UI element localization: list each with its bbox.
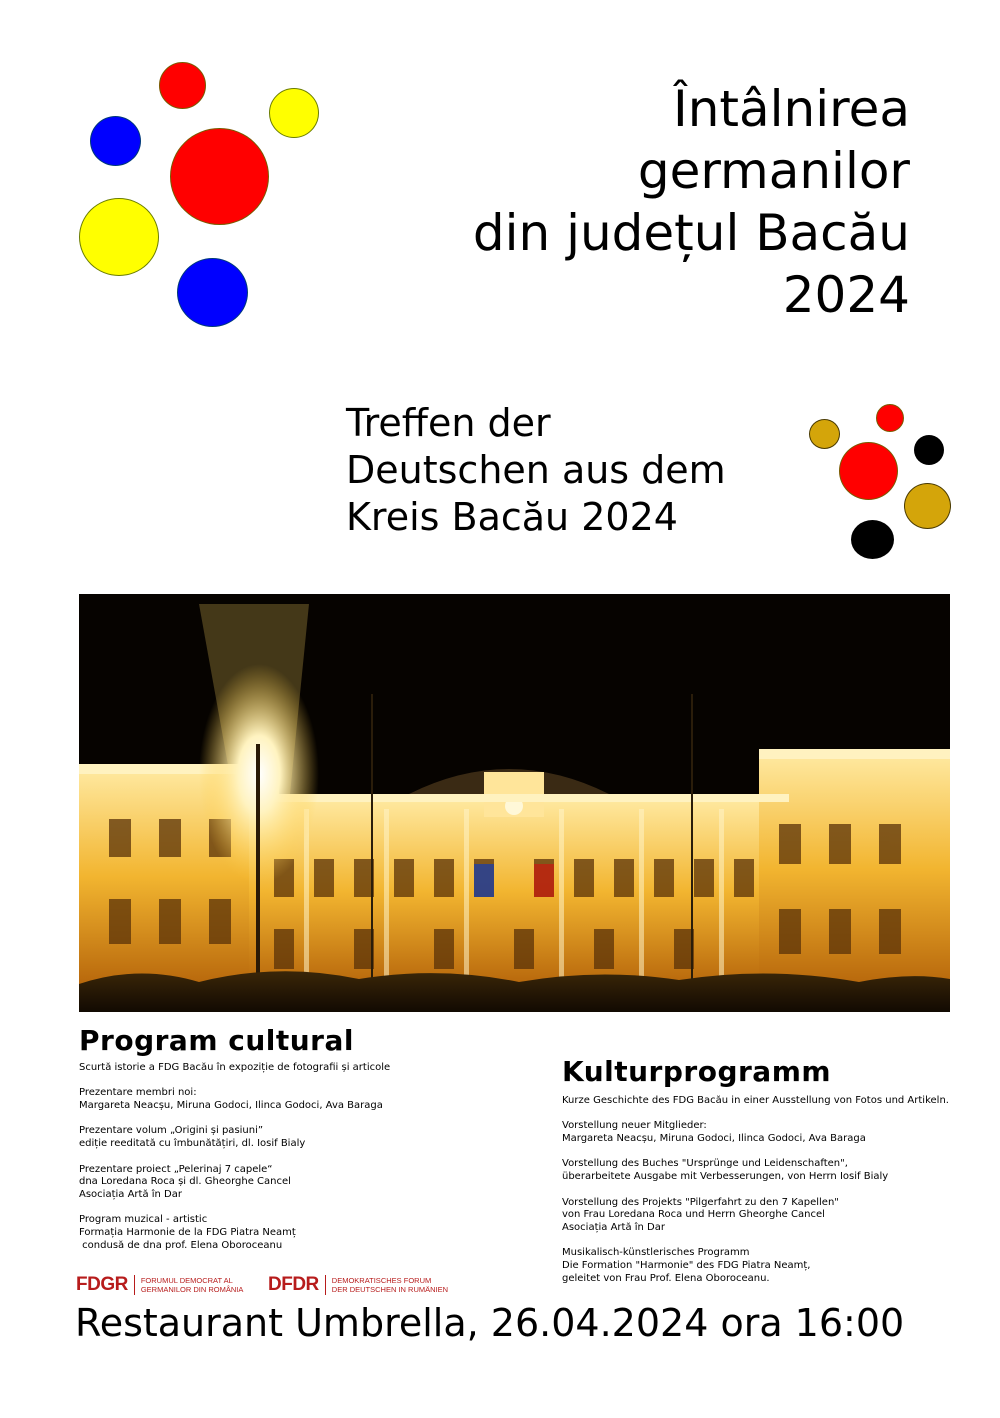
title-ro-line: Întâlnirea: [672, 80, 910, 138]
program-ro-line: Margareta Neacșu, Miruna Godoci, Ilinca Godoci, Ava Baraga: [79, 1100, 383, 1112]
fdgr-logo-text: [141, 1276, 244, 1294]
title-de-line: Treffen der: [346, 401, 551, 445]
red-dot-large: [170, 128, 269, 225]
fdgr-logo-text-line: FORUMUL DEMOCRAT AL: [140, 1276, 233, 1285]
program-ro-item: [79, 1164, 519, 1202]
title-de-line: Kreis Bacău 2024: [346, 495, 678, 539]
program-ro-line: Prezentare proiect „Pelerinaj 7 capele“: [79, 1163, 273, 1175]
black-dot-large: [851, 520, 894, 559]
fdgr-logo-mark: FDGR: [76, 1274, 128, 1295]
program-de-heading: Kulturprogramm: [562, 1055, 832, 1088]
event-venue-date: Restaurant Umbrella, 26.04.2024 ora 16:00: [75, 1301, 905, 1345]
dfdr-logo-text-line: DEMOKRATISCHES FORUM: [331, 1276, 432, 1285]
dfdr-logo-mark: DFDR: [268, 1274, 319, 1295]
title-romanian: [310, 78, 910, 326]
program-german: [562, 1055, 982, 1298]
program-de-item: [562, 1158, 982, 1183]
red-dot-large: [839, 442, 898, 500]
program-de-line: Kurze Geschichte des FDG Bacău in einer Ausstellung von Fotos und Artikeln.: [562, 1095, 949, 1106]
program-ro-item: [79, 1062, 519, 1075]
title-ro-line: 2024: [782, 266, 910, 324]
program-ro-line: ediție reeditată cu îmbunătățiri, dl. Iosif Bialy: [79, 1138, 306, 1150]
program-de-line: Margareta Neacșu, Miruna Godoci, Ilinca Godoci, Ava Baraga: [562, 1133, 866, 1145]
program-ro-item: [79, 1087, 519, 1112]
program-ro-line: dna Loredana Roca și dl. Gheorghe Cancel: [79, 1176, 291, 1188]
red-dot: [159, 62, 206, 109]
program-de-item: [562, 1095, 982, 1108]
german-dots-decoration: [800, 395, 960, 565]
program-de-line: geleitet von Frau Prof. Elena Oboroceanu.: [562, 1272, 770, 1284]
program-de-line: überarbeitete Ausgabe mit Verbesserungen, von Herrn Iosif Bialy: [562, 1171, 889, 1183]
program-ro-line: Program muzical - artistic: [79, 1214, 208, 1226]
program-de-item: [562, 1197, 982, 1235]
gold-dot-large: [904, 483, 951, 529]
program-de-line: Asociația Artă în Dar: [562, 1221, 665, 1233]
program-ro-line: condusă de dna prof. Elena Oboroceanu: [79, 1239, 283, 1251]
program-ro-item: [79, 1125, 519, 1150]
program-de-line: Vorstellung des Projekts "Pilgerfahrt zu den 7 Kapellen": [562, 1196, 839, 1208]
program-de-line: Musikalisch-künstlerisches Programm: [562, 1247, 750, 1259]
romanian-dots-decoration: [0, 0, 340, 340]
gold-dot: [809, 419, 840, 449]
program-de-item: [562, 1247, 982, 1285]
program-de-item: [562, 1120, 982, 1145]
black-dot: [914, 435, 944, 465]
logo-divider: [134, 1275, 135, 1295]
red-dot: [876, 404, 904, 432]
program-ro-heading: Program cultural: [79, 1024, 354, 1057]
fdgr-logo: [76, 1273, 243, 1297]
blue-dot-large: [177, 258, 248, 327]
program-ro-line: Scurtă istorie a FDG Bacău în expoziție de fotografii și articole: [79, 1062, 391, 1073]
program-ro-line: Asociația Artă în Dar: [79, 1188, 182, 1200]
program-ro-line: Prezentare membri noi:: [79, 1087, 197, 1099]
program-ro-item: [79, 1214, 519, 1252]
dfdr-logo: [268, 1273, 448, 1297]
blue-dot: [90, 116, 141, 166]
fdgr-logo-text-line: GERMANILOR DIN ROMÂNIA: [140, 1285, 244, 1294]
dfdr-logo-text-line: DER DEUTSCHEN IN RUMÄNIEN: [331, 1285, 449, 1294]
program-ro-line: Prezentare volum „Origini și pasiuni”: [79, 1125, 264, 1137]
program-de-line: Vorstellung neuer Mitglieder:: [562, 1120, 707, 1132]
program-romanian: [79, 1024, 519, 1265]
program-de-line: Vorstellung des Buches "Ursprünge und Leidenschaften",: [562, 1158, 848, 1170]
title-german: [346, 400, 806, 541]
yellow-dot-large: [79, 198, 159, 276]
program-de-line: Die Formation "Harmonie" des FDG Piatra Neamț,: [562, 1260, 811, 1272]
program-de-line: von Frau Loredana Roca und Herrn Gheorghe Cancel: [562, 1209, 825, 1221]
logo-divider: [325, 1275, 326, 1295]
dfdr-logo-text: [332, 1276, 448, 1294]
program-ro-line: Formația Harmonie de la FDG Piatra Neamț: [79, 1227, 296, 1239]
title-ro-line: germanilor: [637, 142, 910, 200]
title-de-line: Deutschen aus dem: [346, 448, 726, 492]
title-ro-line: din județul Bacău: [472, 204, 910, 262]
palace-night-photo: [79, 594, 950, 1012]
